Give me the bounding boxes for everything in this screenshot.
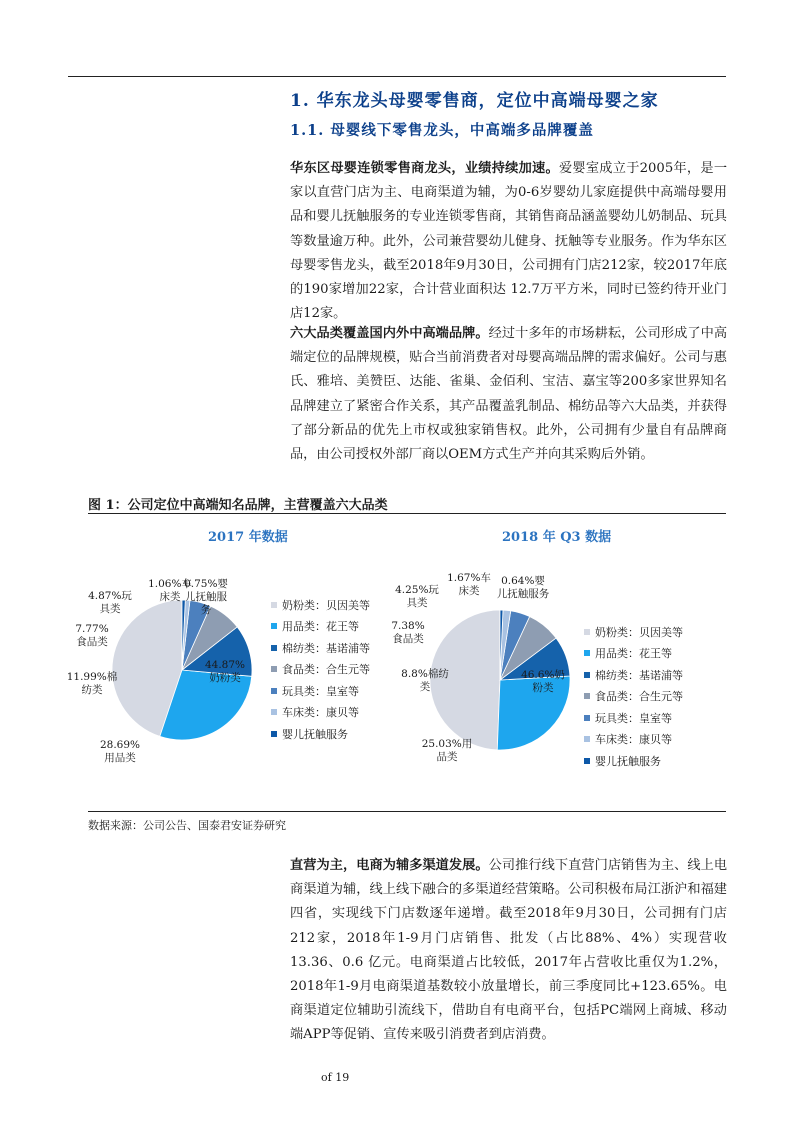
- legend-label: 食品类：合生元等: [595, 690, 683, 704]
- chart-2017-title: 2017 年数据: [208, 530, 288, 545]
- legend-item-3: [271, 637, 370, 659]
- legend-item-4: [271, 659, 370, 681]
- legend-label: 奶粉类：贝因美等: [595, 625, 683, 639]
- legend-swatch: [271, 709, 277, 715]
- section-heading: 1. 华东龙头母婴零售商，定位中高端母婴之家: [290, 91, 659, 111]
- legend-swatch: [584, 758, 590, 764]
- paragraph-body: 公司推行线下直营门店销售为主、线上电商渠道为辅，线上线下融合的多渠道经营策略。公司积极布局江浙沪和福建四省，实现线下门店数逐年递增。截至2018年9月30日，公司拥有门店212家，2018年1-9月门店销售、批发（占比88%、4%）实现营收 13.36、0.6 亿元。电商渠道占比较低，2017年占营收比重仅为1.2%，2018年1-9月电商渠道基数较小放量增长，前三季度同比+123.65%。电商渠道定位辅助引流线下，借助自有电商平台，包括PC端网上商城、移动端APP等促销、宣传来吸引消费者到店消费。: [290, 858, 728, 1043]
- subsection-heading: 1.1. 母婴线下零售龙头，中高端多品牌覆盖: [290, 122, 594, 139]
- legend-label: 用品类：花王等: [282, 620, 359, 634]
- pie-data-label-2: 25.03%用品类: [421, 738, 473, 763]
- legend-label: 食品类：合生元等: [282, 663, 370, 677]
- page-number: of 19: [321, 1071, 350, 1084]
- paragraph-store-network: [290, 157, 727, 326]
- legend-label: 玩具类：皇室等: [595, 711, 672, 725]
- pie-chart-2017: [66, 555, 290, 775]
- legend-label: 奶粉类：贝因美等: [282, 598, 370, 612]
- figure-source: 数据来源：公司公告、国泰君安证券研究: [88, 819, 286, 832]
- figure-bottom-rule: [88, 811, 726, 812]
- legend-item-3: [584, 664, 683, 686]
- legend-item-7: [584, 750, 683, 772]
- legend-swatch: [271, 602, 277, 608]
- pie-data-label-2: 28.69%用品类: [99, 739, 141, 764]
- paragraph-lead: 六大品类覆盖国内外中高端品牌。: [290, 326, 489, 341]
- pie-data-label-7: 0.64%婴儿抚触服务: [496, 575, 550, 600]
- legend-label: 婴儿抚触服务: [595, 754, 661, 768]
- paragraph-lead: 华东区母婴连锁零售商龙头，业绩持续加速。: [290, 161, 559, 176]
- legend-item-4: [584, 686, 683, 708]
- legend-item-2: [584, 643, 683, 665]
- pie-chart-2018q3: [375, 555, 595, 775]
- legend-swatch: [584, 693, 590, 699]
- legend-swatch: [271, 645, 277, 651]
- chart-2018q3-title: 2018 年 Q3 数据: [502, 530, 612, 545]
- figure-top-rule: [88, 513, 726, 514]
- pie-data-label-5: 4.25%玩具类: [395, 584, 439, 609]
- pie-data-label-1: 46.6%奶粉类: [521, 669, 565, 694]
- legend-swatch: [271, 688, 277, 694]
- pie-data-label-6: 1.06%车床类: [148, 578, 192, 603]
- legend-label: 用品类：花王等: [595, 647, 672, 661]
- legend-swatch: [271, 666, 277, 672]
- paragraph-lead: 直营为主，电商为辅多渠道发展。: [290, 858, 489, 873]
- legend-swatch: [271, 623, 277, 629]
- paragraph-product-categories: [290, 322, 727, 467]
- legend-item-7: [271, 723, 370, 745]
- pie-data-label-1: 44.87%奶粉类: [204, 659, 246, 684]
- header-rule: [68, 76, 726, 77]
- legend-item-5: [271, 680, 370, 702]
- pie-data-label-5: 4.87%玩具类: [88, 590, 132, 615]
- legend-item-6: [271, 702, 370, 724]
- paragraph-body: 经过十多年的市场耕耘，公司形成了中高端定位的品牌规模，贴合当前消费者对母婴高端品牌的需求偏好。公司与惠氏、雅培、美赞臣、达能、雀巢、金佰利、宝洁、嘉宝等200多家世界知名品牌建立了紧密合作关系，其产品覆盖乳制品、棉纺品等六大品类，并获得了部分新品的优先上市权或独家销售权。此外，公司拥有少量自有品牌商品，由公司授权外部厂商以OEM方式生产并向其采购后外销。: [290, 326, 728, 463]
- legend-swatch: [271, 731, 277, 737]
- legend-label: 车床类：康贝等: [595, 733, 672, 747]
- legend-item-1: [271, 594, 370, 616]
- pie-data-label-3: 8.8%棉纺类: [401, 668, 449, 693]
- legend-item-5: [584, 707, 683, 729]
- legend-swatch: [584, 736, 590, 742]
- figure-title: 图 1：公司定位中高端知名品牌，主营覆盖六大品类: [88, 498, 388, 513]
- pie-data-label-3: 11.99%棉纺类: [66, 671, 118, 696]
- pie-data-label-6: 1.67%车床类: [447, 572, 491, 597]
- legend-label: 玩具类：皇室等: [282, 684, 359, 698]
- legend-swatch: [584, 629, 590, 635]
- legend-2017: [271, 594, 370, 745]
- legend-label: 车床类：康贝等: [282, 706, 359, 720]
- legend-item-1: [584, 621, 683, 643]
- pie-data-label-4: 7.38%食品类: [391, 620, 425, 645]
- legend-item-6: [584, 729, 683, 751]
- pie-data-label-4: 7.77%食品类: [75, 623, 109, 648]
- legend-2018q3: [584, 621, 683, 772]
- paragraph-body: 爱婴室成立于2005年，是一家以直营门店为主、电商渠道为辅，为0-6岁婴幼儿家庭提供中高端母婴用品和婴儿抚触服务的专业连锁零售商，其销售商品涵盖婴幼儿奶制品、玩具等数量逾万种。此外，公司兼营婴幼儿健身、抚触等专业服务。作为华东区母婴零售龙头，截至2018年9月30日，公司拥有门店212家，较2017年底的190家增加22家，合计营业面积达 12.7万平方米，同时已签约待开业门店12家。: [290, 161, 728, 322]
- pie-data-label-7: 0.75%婴儿抚触服务: [184, 578, 228, 616]
- legend-item-2: [271, 616, 370, 638]
- paragraph-channels: [290, 854, 727, 1048]
- legend-swatch: [584, 672, 590, 678]
- legend-swatch: [584, 650, 590, 656]
- legend-label: 棉纺类：基诺浦等: [282, 641, 370, 655]
- legend-swatch: [584, 715, 590, 721]
- legend-label: 婴儿抚触服务: [282, 727, 348, 741]
- legend-label: 棉纺类：基诺浦等: [595, 668, 683, 682]
